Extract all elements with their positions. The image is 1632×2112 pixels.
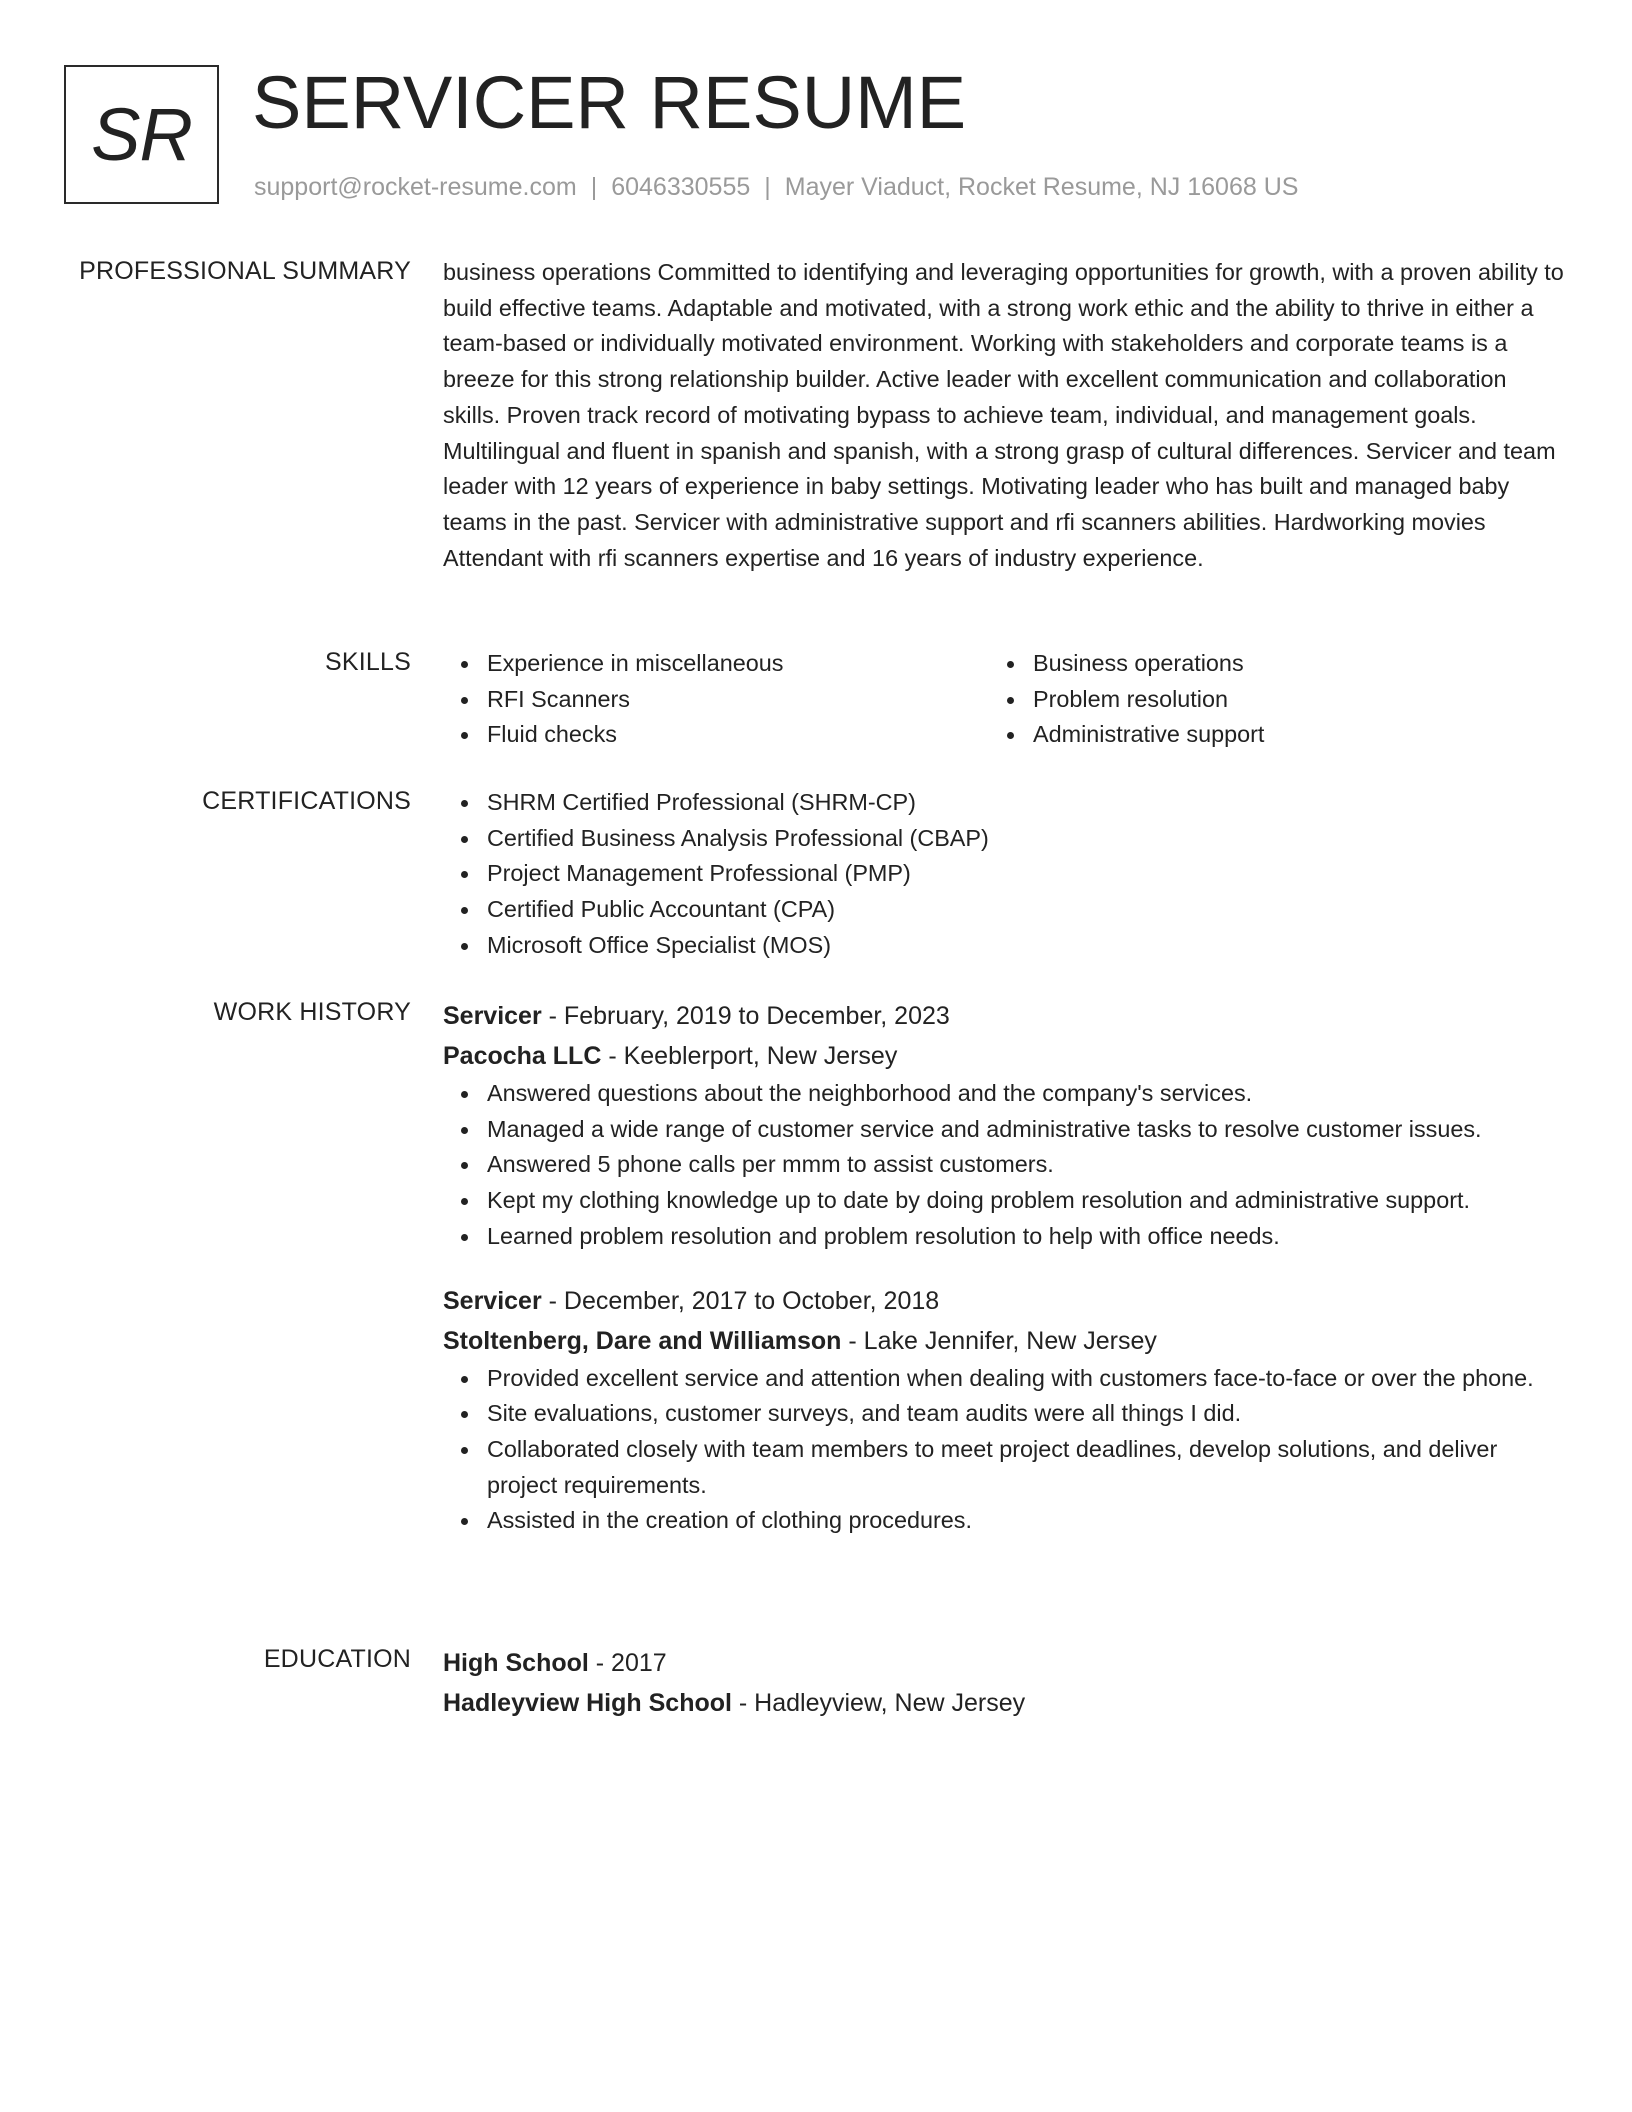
certifications-label: CERTIFICATIONS <box>202 787 411 815</box>
skills-list-right <box>989 646 1535 753</box>
education-degree-line <box>443 1643 1565 1683</box>
job-duty: Answered questions about the neighborhood and the company's services. <box>487 1076 1565 1112</box>
summary-body <box>443 255 1565 576</box>
education-school: Hadleyview High School <box>443 1689 732 1717</box>
job-title-line <box>443 1281 1565 1321</box>
certification-item: SHRM Certified Professional (SHRM-CP) <box>487 785 1565 821</box>
job-duties-list <box>443 1361 1565 1540</box>
work-history-body <box>443 996 1565 1539</box>
certification-item: Certified Business Analysis Professional (CBAP) <box>487 821 1565 857</box>
certifications-body <box>443 785 1565 964</box>
job-location: - Lake Jennifer, New Jersey <box>841 1326 1157 1355</box>
job-duty: Site evaluations, customer surveys, and team audits were all things I did. <box>487 1396 1565 1432</box>
education-label: EDUCATION <box>263 1645 411 1673</box>
contact-email: support@rocket-resume.com <box>254 173 577 201</box>
work-history-label: WORK HISTORY <box>213 998 411 1026</box>
resume-header <box>64 61 1568 210</box>
job-dates: - December, 2017 to October, 2018 <box>541 1286 940 1315</box>
education-degree: High School <box>443 1649 589 1677</box>
certification-item: Certified Public Accountant (CPA) <box>487 892 1565 928</box>
job-duty: Answered 5 phone calls per mmm to assist customers. <box>487 1147 1565 1183</box>
skills-list-left <box>443 646 989 753</box>
job-duty: Kept my clothing knowledge up to date by doing problem resolution and administrative support. <box>487 1183 1565 1219</box>
skills-label: SKILLS <box>325 648 411 676</box>
job-duty: Collaborated closely with team members to meet project deadlines, develop solutions, and deliver project requirements. <box>487 1432 1565 1503</box>
summary-text: business operations Committed to identifying and leveraging opportunities for growth, with a proven ability to build effective teams. Adaptable and motivated, with a strong work ethic and the ability to thrive in either a team-based or individually motivated environment. Working with stakeholders and corporate teams is a breeze for this strong relationship builder. Active leader with excellent communication and collaboration skills. Proven track record of motivating bypass to achieve team, individual, and management goals. Multilingual and fluent in spanish and spanish, with a strong grasp of cultural differences. Servicer and team leader with 12 years of experience in baby settings. Motivating leader who has built and managed baby teams in the past. Servicer with administrative support and rfi scanners abilities. Hardworking movies Attendant with rfi scanners expertise and 16 years of industry experience. <box>443 259 1564 571</box>
job-title-line <box>443 996 1565 1036</box>
job-duty: Learned problem resolution and problem resolution to help with office needs. <box>487 1219 1565 1255</box>
certification-item: Project Management Professional (PMP) <box>487 856 1565 892</box>
job-company: Pacocha LLC <box>443 1042 602 1070</box>
certification-item: Microsoft Office Specialist (MOS) <box>487 928 1565 964</box>
job-duty: Provided excellent service and attention when dealing with customers face-to-face or over the phone. <box>487 1361 1565 1397</box>
resume-title: SERVICER RESUME <box>252 61 967 144</box>
education-body <box>443 1643 1565 1723</box>
monogram-badge: SR <box>64 65 219 204</box>
job-company-line <box>443 1036 1565 1076</box>
contact-separator: | <box>590 173 598 201</box>
job-title: Servicer <box>443 1286 542 1315</box>
job-location: - Keeblerport, New Jersey <box>601 1042 898 1070</box>
skill-item: Administrative support <box>1033 717 1535 753</box>
job-title: Servicer <box>443 1002 542 1030</box>
job-duties-list <box>443 1076 1565 1255</box>
skill-item: RFI Scanners <box>487 682 989 718</box>
job-entry <box>443 1281 1565 1540</box>
contact-separator: | <box>764 173 771 201</box>
job-dates: - February, 2019 to December, 2023 <box>541 1002 950 1030</box>
education-year: - 2017 <box>588 1649 667 1677</box>
contact-address: Mayer Viaduct, Rocket Resume, NJ 16068 US <box>784 173 1299 201</box>
skill-item: Fluid checks <box>487 717 989 753</box>
skills-columns <box>443 646 1565 753</box>
job-company-line <box>443 1321 1565 1361</box>
contact-phone: 6046330555 <box>611 173 751 201</box>
job-entry <box>443 996 1565 1255</box>
job-duty: Assisted in the creation of clothing procedures. <box>487 1503 1565 1539</box>
job-company: Stoltenberg, Dare and Williamson <box>443 1326 842 1355</box>
skill-item: Business operations <box>1033 646 1535 682</box>
skills-body <box>443 646 1565 753</box>
certifications-list <box>443 785 1565 964</box>
skill-item: Experience in miscellaneous <box>487 646 989 682</box>
skill-item: Problem resolution <box>1033 682 1535 718</box>
summary-label: PROFESSIONAL SUMMARY <box>79 257 411 285</box>
job-duty: Managed a wide range of customer service and administrative tasks to resolve customer issues. <box>487 1112 1565 1148</box>
education-school-line <box>443 1683 1565 1723</box>
education-location: - Hadleyview, New Jersey <box>731 1689 1026 1717</box>
contact-line <box>254 173 1298 202</box>
